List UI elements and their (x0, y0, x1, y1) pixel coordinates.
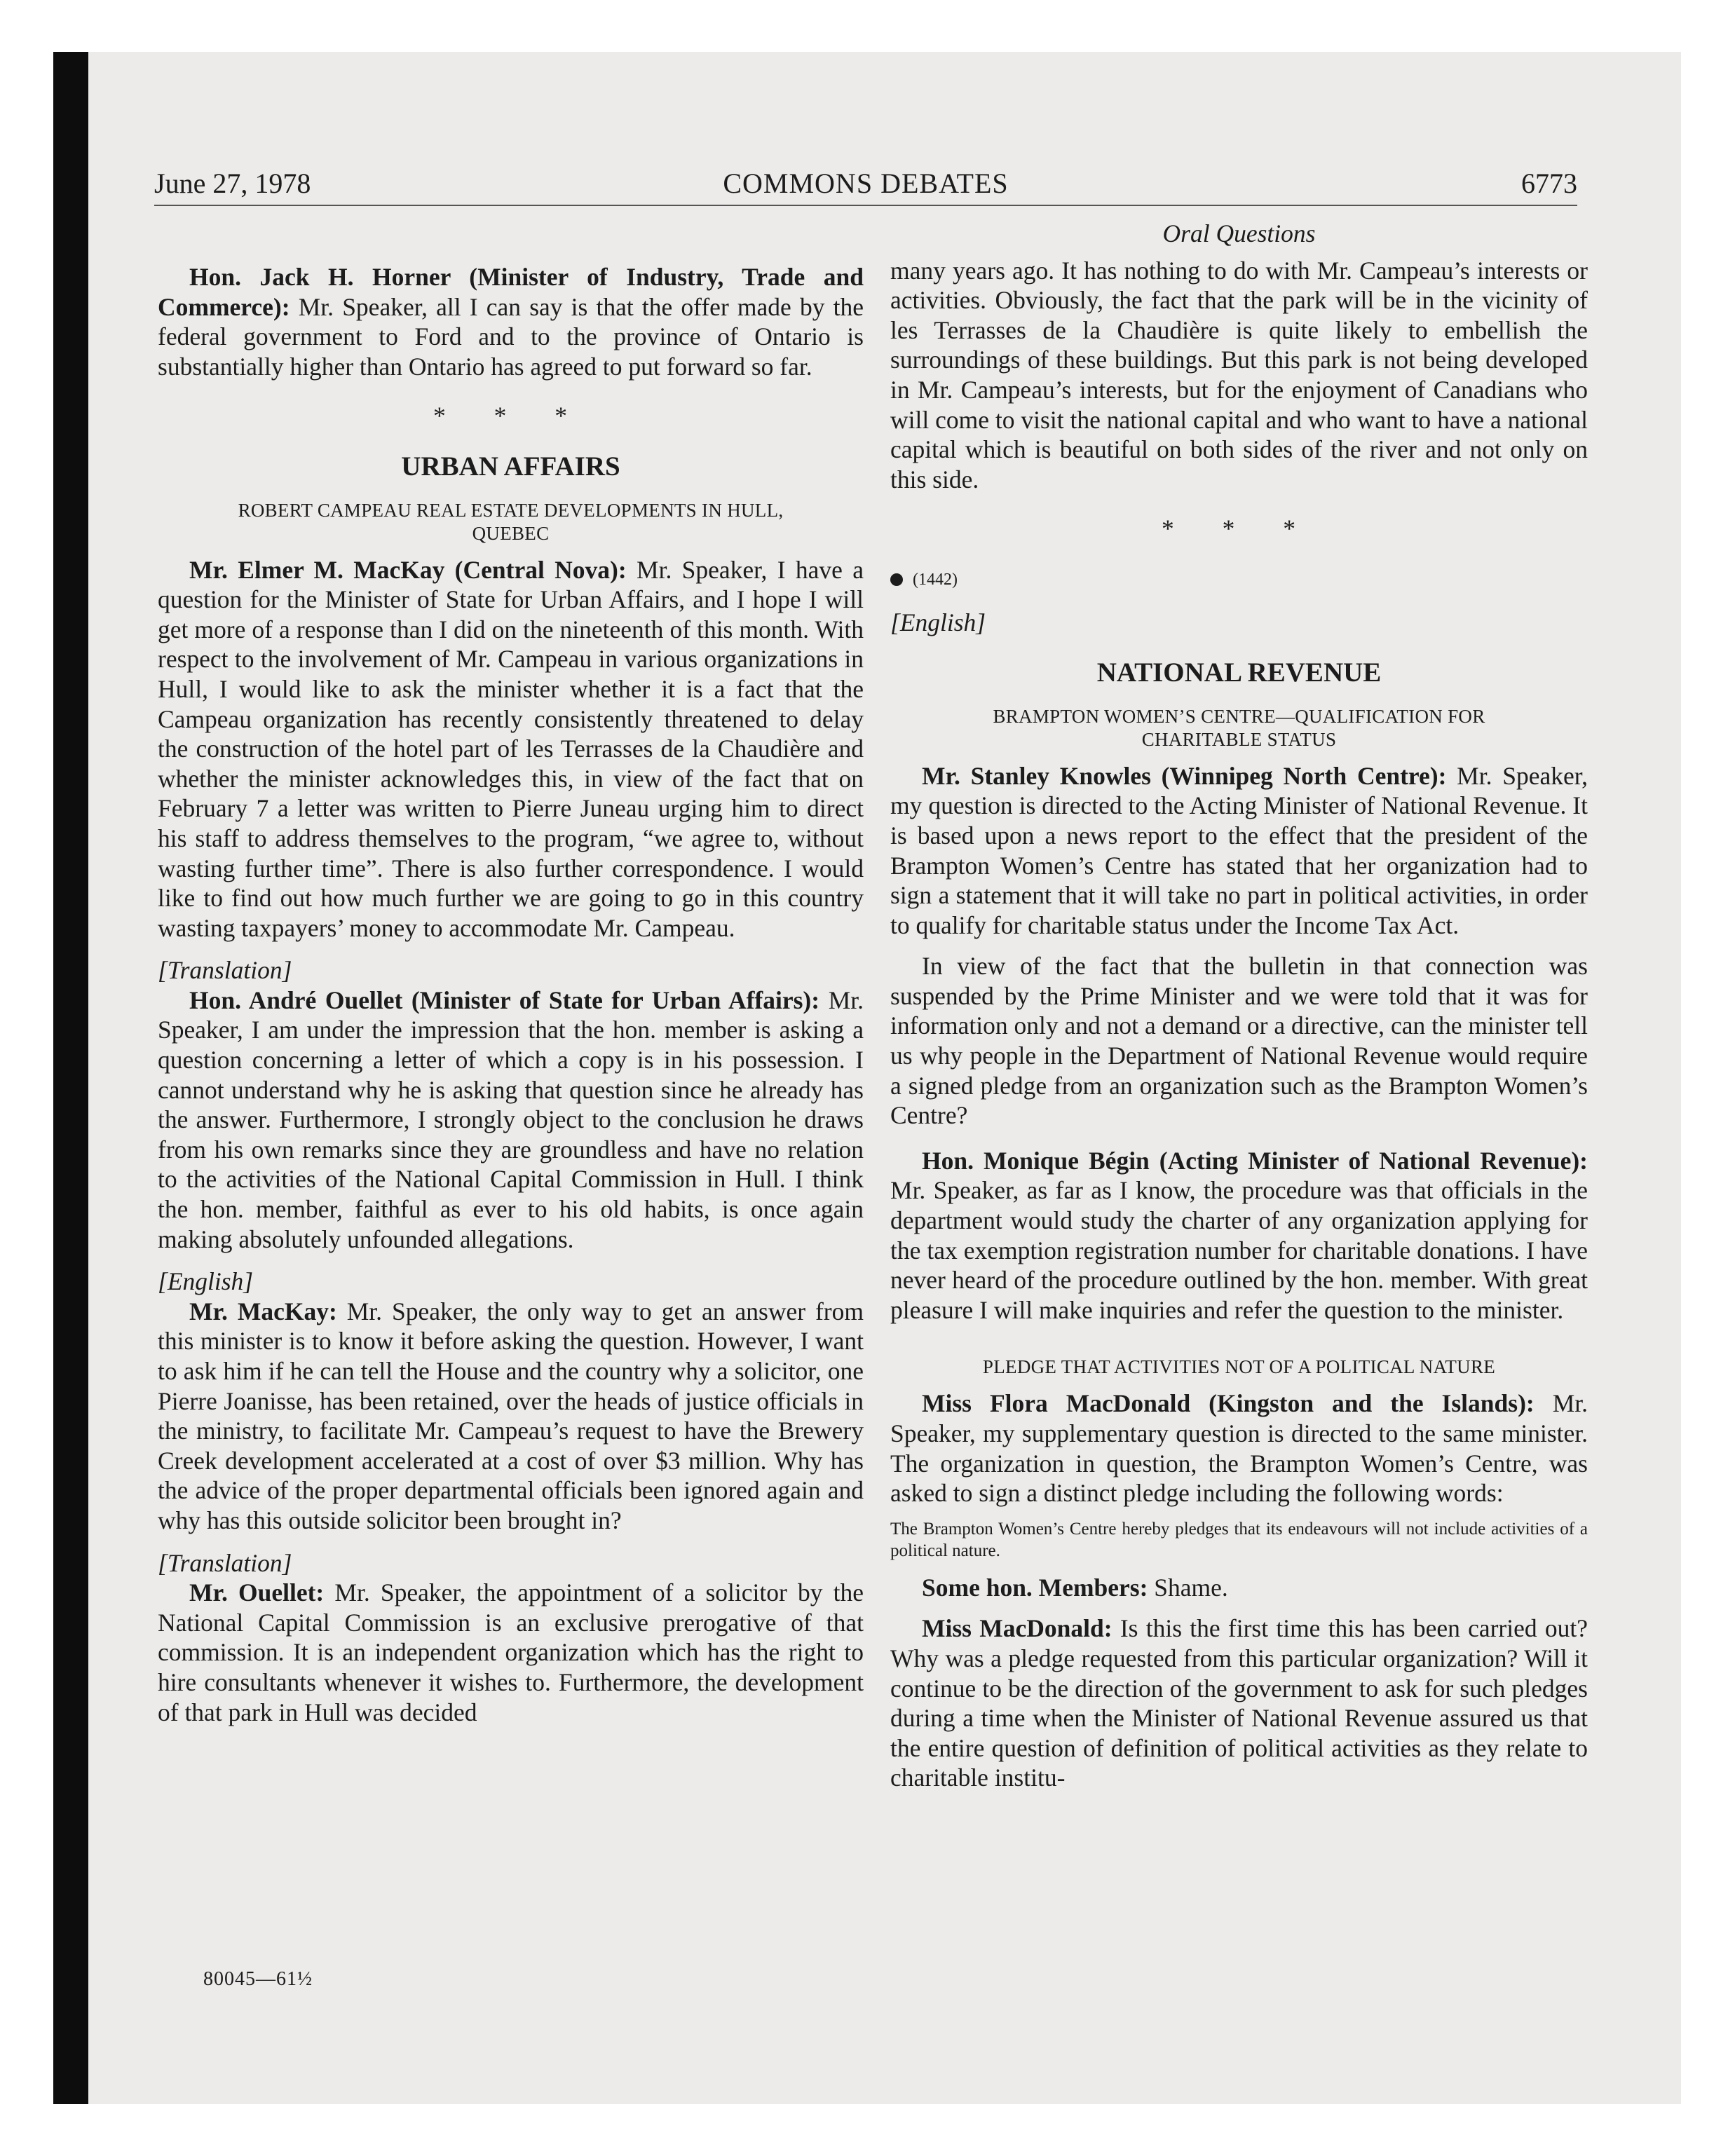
paragraph (158, 985, 864, 1254)
language-marker: [Translation] (158, 1548, 292, 1577)
paragraph (890, 1573, 1588, 1603)
section-divider: * * * (433, 402, 588, 430)
paragraph (158, 555, 864, 943)
speech-text: Mr. Speaker, I have a question for the Minister of State for Urban Affairs, and I hope I will get more of a response than I did on the nineteenth of this month. With respect to the involvement of Mr. Campeau in various organizations in Hull, I would like to ask the minister whether it is a fact that the Campeau organization has recently consistently threatened to delay the construction of the hotel part of les Terrasses de la Chaudière and whether the minister acknowledges this, in view of the fact that on February 7 a letter was written to Pierre Juneau urging him to direct his staff to address themselves to the program, “we agree to, without wasting further time”. There is also further correspondence. I would like to find out how much further we are going to go in this country wasting taxpayers’ money to accommodate Mr. Campeau. (158, 555, 864, 942)
subsection-heading: BRAMPTON WOMEN’S CENTRE—QUALIFICATION FOR CHARITABLE STATUS (993, 705, 1485, 750)
speaker-name: Hon. André Ouellet (Minister of State for Urban Affairs): (189, 985, 820, 1014)
paragraph (890, 1389, 1588, 1508)
speaker-name: Mr. Elmer M. MacKay (Central Nova): (189, 555, 627, 584)
section-heading: NATIONAL REVENUE (1096, 657, 1382, 688)
left-column (158, 219, 864, 1727)
bullet-icon (890, 573, 903, 586)
quoted-pledge: The Brampton Women’s Centre hereby pledges that its endeavours will not include activities of a political nature. (890, 1519, 1588, 1560)
running-head: Oral Questions (1162, 219, 1316, 247)
language-marker: [Translation] (158, 956, 292, 985)
paragraph (890, 761, 1588, 941)
paragraph (890, 1613, 1588, 1793)
speech-text: Mr. Speaker, my supplementary question is directed to the same minister. The organization in question, the Brampton Women’s Centre, was asked to sign a distinct pledge including the following words: (890, 1389, 1588, 1508)
paragraph: In view of the fact that the bulletin in that connection was suspended by the Prime Minister and we were told that it was for information only and not a demand or a directive, can the minister tell us why people in the Department of National Revenue would require a signed pledge from an organization such as the Brampton Women’s Centre? (890, 952, 1588, 1130)
paragraph (158, 262, 864, 381)
paragraph (158, 1578, 864, 1727)
speaker-name: Some hon. Members: (922, 1573, 1148, 1602)
page-header (154, 165, 1577, 206)
speech-text: Shame. (1148, 1573, 1228, 1602)
speaker-name: Mr. Stanley Knowles (Winnipeg North Centre): (922, 761, 1447, 790)
subsection-heading: ROBERT CAMPEAU REAL ESTATE DEVELOPMENTS IN HULL, QUEBEC (238, 499, 784, 544)
scan-edge-bar (53, 52, 88, 2104)
right-column (890, 219, 1588, 1793)
header-title: COMMONS DEBATES (723, 168, 1009, 199)
language-marker: [English] (890, 608, 986, 636)
paragraph (890, 1146, 1588, 1325)
footer-code: 80045—61½ (203, 1968, 313, 1990)
page-number: 6773 (1521, 168, 1577, 199)
speech-text: Mr. Speaker, my question is directed to the Acting Minister of National Revenue. It is based upon a news report to the effect that the president of the Brampton Women’s Centre has stated that her organization had to sign a statement that it will take no part in political activities, in order to qualify for charitable status under the Income Tax Act. (890, 761, 1588, 939)
header-date: June 27, 1978 (154, 168, 311, 199)
speaker-name: Hon. Monique Bégin (Acting Minister of National Revenue): (922, 1146, 1588, 1175)
section-divider: * * * (1162, 514, 1316, 543)
timestamp (890, 565, 1588, 595)
speech-text: Mr. Speaker, as far as I know, the procedure was that officials in the department would study the charter of any organization applying for the tax exemption registration number for charitable donations. I have never heard of the procedure outlined by the hon. member. With great pleasure I will make inquiries and refer the question to the minister. (890, 1176, 1588, 1324)
speech-text: Mr. Speaker, all I can say is that the offer made by the federal government to Ford and to the province of Ontario is substantially higher than Ontario has agreed to put forward so far. (158, 292, 864, 381)
speech-text: Mr. Speaker, I am under the impression that the hon. member is asking a question concerning a letter of which a copy is in his possession. I cannot understand why he is asking that question since he already has the answer. Furthermore, I strongly object to the conclusion he draws from his own remarks since they are groundless and have no relation to the activities of the National Capital Commission in Hull. I think the hon. member, faithful as ever to his old habits, is once again making absolutely unfounded allegations. (158, 985, 864, 1253)
speech-text: Mr. Speaker, the only way to get an answer from this minister is to know it before asking the question. However, I want to ask him if he can tell the House and the country why a solicitor, one Pierre Joanisse, has been retained, over the heads of justice officials in the ministry, to facilitate Mr. Campeau’s request to have the Brewery Creek development accelerated at a cost of over $3 million. Why has the advice of the proper departmental officials been ignored again and why has this outside solicitor been brought in? (158, 1297, 864, 1534)
speech-text: Mr. Speaker, the appointment of a solicitor by the National Capital Commission is an exclusive prerogative of that commission. It is an independent organization which has the right to hire consultants whenever it wishes to. Furthermore, the development of that park in Hull was decided (158, 1578, 864, 1726)
paragraph: many years ago. It has nothing to do with Mr. Campeau’s interests or activities. Obviously, the fact that the park will be in the vicinity of les Terrasses de la Chaudière is quite likely to embellish the surroundings of these buildings. But this park is not being developed in Mr. Campeau’s interests, but for the enjoyment of Canadians who will come to visit the national capital and who want to have a national capital which is beautiful on both sides of the river and not only on this side. (890, 256, 1588, 493)
speaker-name: Miss MacDonald: (922, 1614, 1113, 1643)
speaker-name: Mr. MacKay: (189, 1297, 337, 1325)
timestamp-text: (1442) (913, 570, 958, 589)
speaker-name: Mr. Ouellet: (189, 1578, 325, 1607)
speech-text: Is this the first time this has been carried out? Why was a pledge requested from this particular organization? Will it continue to be the direction of the government to ask for such pledges during a time when the Minister of National Revenue assured us that the entire question of definition of political activities as they relate to charitable institu- (890, 1614, 1588, 1792)
speaker-name: Miss Flora MacDonald (Kingston and the Islands): (922, 1389, 1535, 1418)
section-heading: URBAN AFFAIRS (401, 451, 620, 482)
subsection-heading: PLEDGE THAT ACTIVITIES NOT OF A POLITICAL NATURE (982, 1356, 1496, 1378)
language-marker: [English] (158, 1267, 254, 1296)
speaker-name: Hon. Jack H. Horner (Minister of Industry, Trade and Commerce): (158, 263, 864, 321)
paragraph (158, 1297, 864, 1536)
